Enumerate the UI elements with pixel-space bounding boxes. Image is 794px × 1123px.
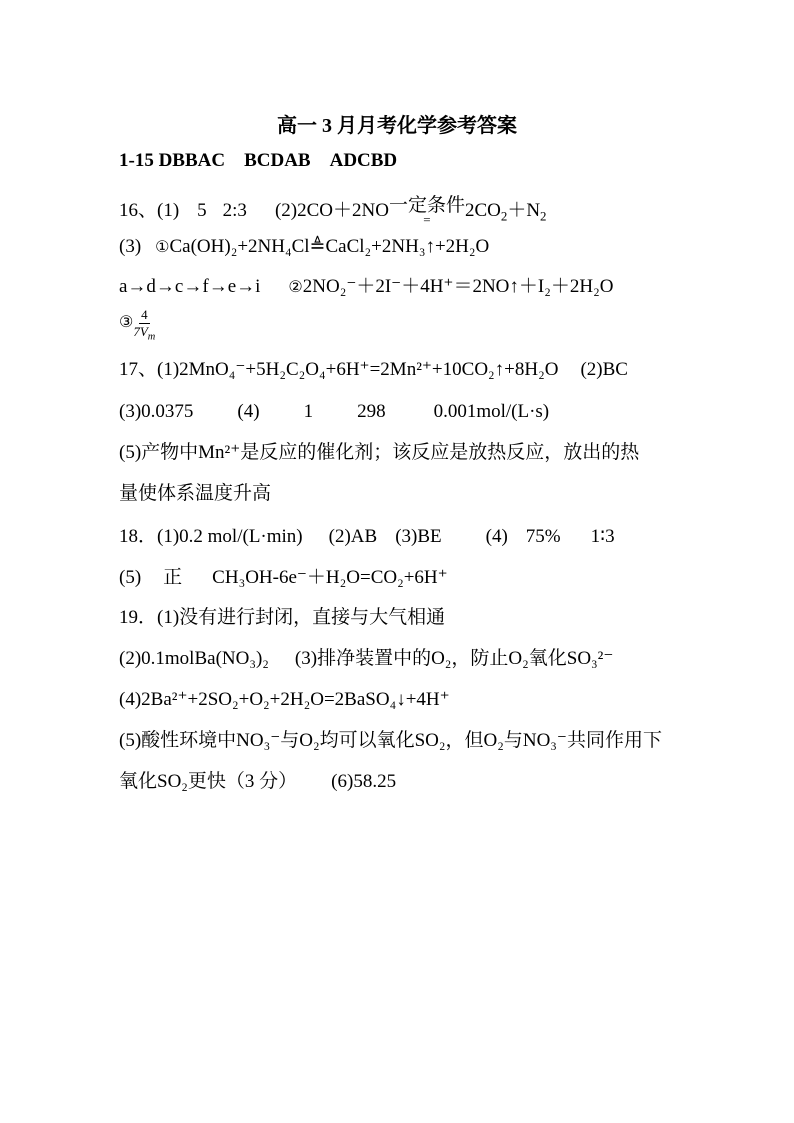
page-title: 高一 3 月月考化学参考答案 (277, 115, 517, 137)
q17-p4-label: (4) (237, 401, 260, 422)
circle-3: ③ (119, 314, 134, 332)
q19-part2-3 (119, 649, 613, 668)
q18-p5-b: CH₃OH-6e⁻＋H₂O=CO₂+6H⁺ (212, 567, 448, 588)
q16-reaction-left: 2CO＋2NO (297, 199, 389, 221)
condition-text: 一定条件 (388, 195, 465, 216)
reaction-condition (389, 196, 465, 226)
q18-p4-label: (4) (485, 526, 508, 547)
q18-p4-b: 1∶3 (590, 526, 615, 547)
condition-equals: = (423, 212, 431, 227)
q17-part5-line2: 量使体系温度升高 (119, 483, 272, 504)
q17-p4-c: 0.001mol/(L·s) (433, 401, 550, 422)
q19-p3: (3)排净装置中的O₂，防止O₂氧化SO₃²⁻ (294, 648, 614, 669)
q16-p3-equation2: 2NO₂⁻＋2I⁻＋4H⁺＝2NO↑＋I₂＋2H₂O (302, 276, 614, 297)
q18-part5 (119, 568, 448, 587)
q17-p1: 17、(1)2MnO₄⁻+5H₂C₂O₄+6H⁺=2Mn²⁺+10CO₂↑+8H₂O (119, 359, 559, 380)
fraction-denominator: $7V_m$ (133, 323, 156, 343)
q17-p4-b: 298 (357, 401, 386, 422)
q18-p5-label: (5) (119, 567, 142, 588)
q16-flow: a→d→c→f→e→i (119, 276, 261, 297)
q17-part5-line1: (5)产物中Mn²⁺是反应的催化剂；该反应是放热反应，放出的热 (119, 442, 640, 463)
q17-p2: (2)BC (580, 359, 628, 380)
q18-p5-a: 正 (163, 567, 183, 588)
q19-part4: (4)2Ba²⁺+2SO₂+O₂+2H₂O=2BaSO₄↓+4H⁺ (119, 689, 450, 710)
q19-p6: (6)58.25 (331, 771, 397, 792)
multiple-choice-answers: 1-15 DBBAC BCDAB ADCBD (119, 150, 398, 171)
q18-p4-a: 75% (525, 526, 561, 547)
q19-p2: (2)0.1molBa(NO₃)₂ (119, 648, 269, 669)
q16-p1-ratio: 2:3 (222, 199, 247, 221)
q16-part3-line3 (119, 307, 156, 343)
q19-part1: 19．(1)没有进行封闭，直接与大气相通 (119, 607, 446, 628)
q16-part1-2: 16、(1) 5 2:3 (2)2CO＋2NO 一定条件 = $2CO_2+N_2$ (119, 195, 547, 227)
q16-part3-line2 (119, 277, 613, 296)
circle-2: ② (288, 279, 303, 296)
q17-p3: (3)0.0375 (119, 401, 194, 422)
fraction (133, 307, 156, 343)
q18-p2: (2)AB (328, 526, 378, 547)
q16-label: 16、(1) (119, 199, 180, 221)
q16-n2: ＋N (507, 199, 541, 221)
q18-part1-4 (119, 527, 615, 546)
q18-p1: 18．(1)0.2 mol/(L·min) (119, 526, 303, 547)
q19-p5-line2: 氧化SO₂更快（3 分） (119, 771, 298, 792)
q16-part3-line1 (119, 237, 489, 256)
q16-p1-answer: 5 (197, 199, 207, 221)
q17-p4-a: 1 (303, 401, 314, 422)
q19-part5-6 (119, 772, 396, 791)
q19-part5-line1: (5)酸性环境中NO₃⁻与O₂均可以氧化SO₂，但O₂与NO₃⁻共同作用下 (119, 730, 662, 751)
fraction-numerator: 4 (141, 307, 148, 322)
circle-1: ① (155, 239, 170, 256)
q17-part1-2 (119, 360, 628, 379)
q16-co2: 2CO (464, 199, 501, 221)
q16-p3-equation: Ca(OH)₂+2NH₄Cl≜CaCl₂+2NH₃↑+2H₂O (169, 236, 490, 257)
q16-p3-label: (3) (119, 236, 142, 257)
q16-p2-label: (2) (274, 199, 298, 221)
q17-part3-4 (119, 402, 549, 421)
q18-p3: (3)BE (395, 526, 442, 547)
